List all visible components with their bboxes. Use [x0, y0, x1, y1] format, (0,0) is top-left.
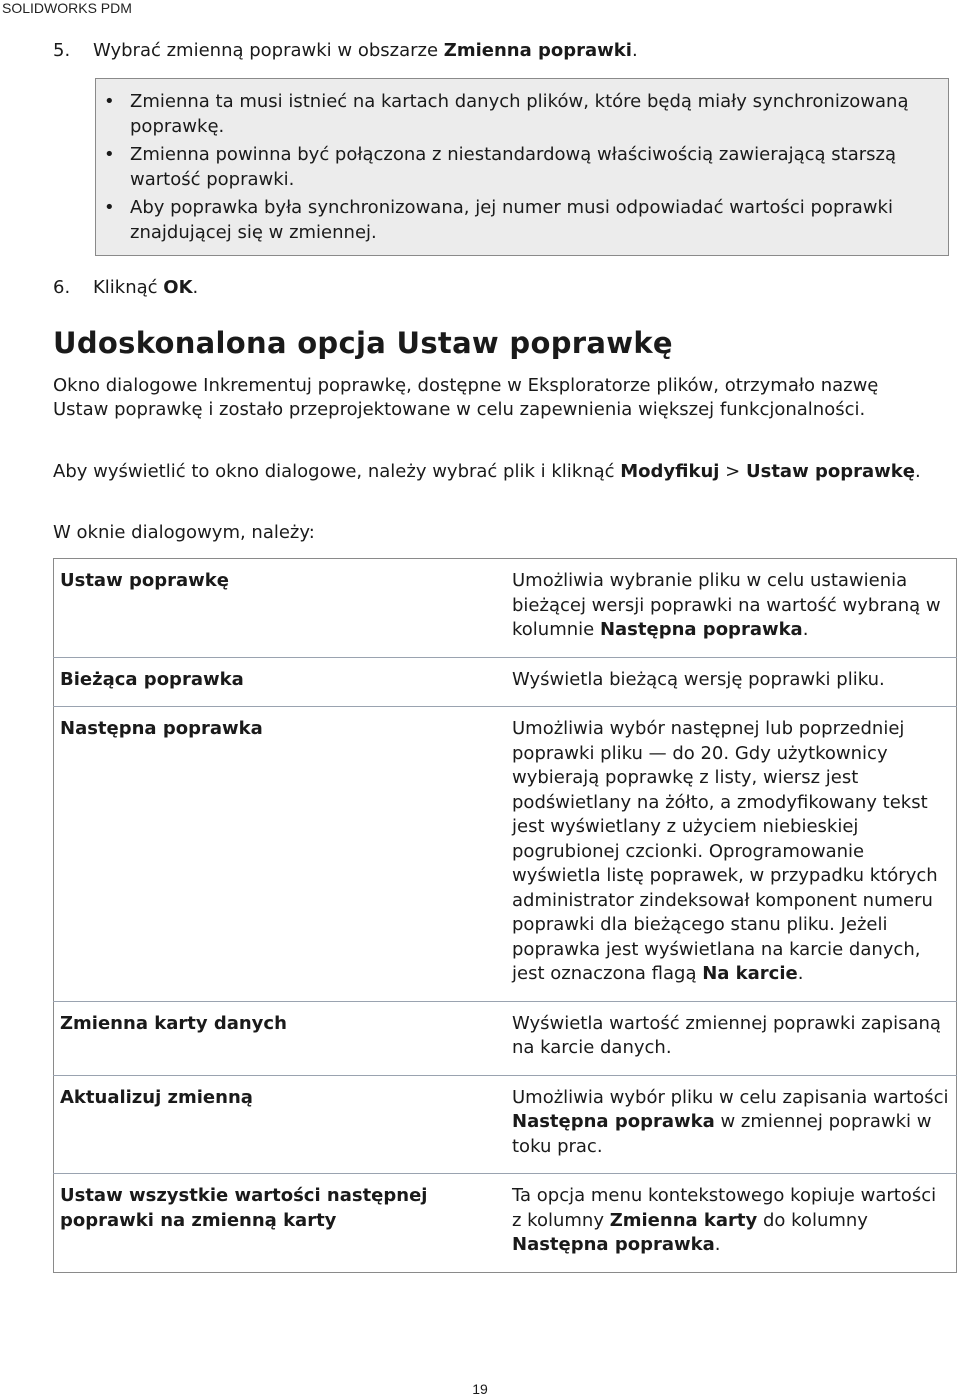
desc-text: Wyświetla bieżącą wersję poprawki pliku. [512, 668, 885, 690]
option-description [506, 559, 957, 658]
note-item: • Aby poprawka była synchronizowana, jej numer musi odpowiadać wartości poprawki znajdującej się w zmiennej. [130, 195, 928, 245]
option-term: Bieżąca poprawka [54, 657, 507, 707]
option-term: Aktualizuj zmienną [54, 1075, 507, 1174]
step-number: 5. [53, 40, 71, 61]
intro-paragraph: Okno dialogowe Inkrementuj poprawkę, dostępne w Eksploratorze plików, otrzymało nazwę Ustaw poprawkę i zostało przeprojektowane w celu zapewnienia większej funkcjonalności. [53, 375, 879, 420]
dialog-intro: W oknie dialogowym, należy: [53, 522, 315, 543]
step-5 [53, 38, 638, 64]
desc-text: Umożliwia wybór następnej lub poprzedniej poprawki pliku — do 20. Gdy użytkownicy wybierają poprawkę z listy, wiersz jest podświetlany na żółto, a zmodyfikowany tekst jest wyświetlany z użyciem niebieskiej pogrubionej czcionki. Oprogramowanie wyświetla listę poprawek, w przypadku których administrator zindeksował komponent numeru poprawki dla bieżącego stanu pliku. Jeżeli poprawka jest wyświetlana na karcie danych, jest oznaczona flagą [512, 718, 938, 984]
option-description [506, 707, 957, 1002]
step-text: Kliknąć [93, 277, 164, 298]
table-row [54, 707, 957, 1002]
desc-text: Umożliwia wybranie pliku w celu ustawienia bieżącej wersji poprawki na wartość wybraną w kolumnie [512, 570, 941, 640]
desc-text: Ta opcja menu kontekstowego kopiuje wartości z kolumny [512, 1185, 937, 1231]
table-row [54, 1174, 957, 1273]
desc-bold: Na karcie [702, 963, 798, 984]
desc-end: . [714, 1234, 721, 1255]
desc-text: Wyświetla wartość zmiennej poprawki zapisaną na karcie danych. [512, 1012, 941, 1058]
instruction-paragraph [53, 460, 933, 484]
desc-bold-2: Następna poprawka [512, 1234, 715, 1255]
table-row [54, 559, 957, 658]
desc-bold: Zmienna karty [609, 1209, 758, 1231]
desc-end: w zmiennej poprawki w toku prac. [512, 1111, 932, 1157]
step-bold: Zmienna poprawki [443, 40, 632, 61]
step-6 [53, 275, 198, 301]
step-number: 6. [53, 277, 71, 298]
option-term: Ustaw wszystkie wartości następnej poprawki na zmienną karty [54, 1174, 507, 1273]
page-number: 19 [472, 1381, 488, 1397]
desc-end: . [802, 619, 809, 640]
instruction-end: . [914, 461, 921, 482]
instruction-text: Aby wyświetlić to okno dialogowe, należy wybrać plik i kliknąć [53, 461, 621, 482]
note-list [130, 89, 928, 245]
desc-end: . [797, 963, 804, 984]
note-item: • Zmienna powinna być połączona z niestandardową właściwością zawierającą starszą wartość poprawki. [130, 142, 928, 192]
desc-bold: Następna poprawka [512, 1111, 715, 1132]
note-item: • Zmienna ta musi istnieć na kartach danych plików, które będą miały synchronizowaną poprawkę. [130, 89, 928, 139]
option-term: Następna poprawka [54, 707, 507, 1002]
menu-separator: > [719, 461, 746, 482]
desc-bold: Następna poprawka [599, 619, 803, 640]
option-description [506, 657, 957, 707]
table-row [54, 657, 957, 707]
table-row [54, 1001, 957, 1075]
menu-set-revision: Ustaw poprawkę [745, 461, 915, 482]
step-bold: OK [163, 277, 193, 298]
option-description [506, 1001, 957, 1075]
option-term: Zmienna karty danych [54, 1001, 507, 1075]
step-end: . [192, 277, 199, 298]
section-title: Udoskonalona opcja Ustaw poprawkę [53, 326, 673, 360]
menu-modify: Modyfikuj [620, 461, 720, 482]
page-header: SOLIDWORKS PDM [2, 0, 132, 16]
option-description [506, 1174, 957, 1273]
step-end: . [631, 40, 638, 61]
desc-text: Umożliwia wybór pliku w celu zapisania wartości [512, 1086, 949, 1108]
note-box [95, 78, 949, 256]
step-text: Wybrać zmienną poprawki w obszarze [93, 40, 444, 61]
desc-mid: do kolumny [757, 1209, 868, 1231]
options-table [53, 558, 957, 1273]
table-row [54, 1075, 957, 1174]
option-description [506, 1075, 957, 1174]
option-term: Ustaw poprawkę [60, 570, 229, 591]
